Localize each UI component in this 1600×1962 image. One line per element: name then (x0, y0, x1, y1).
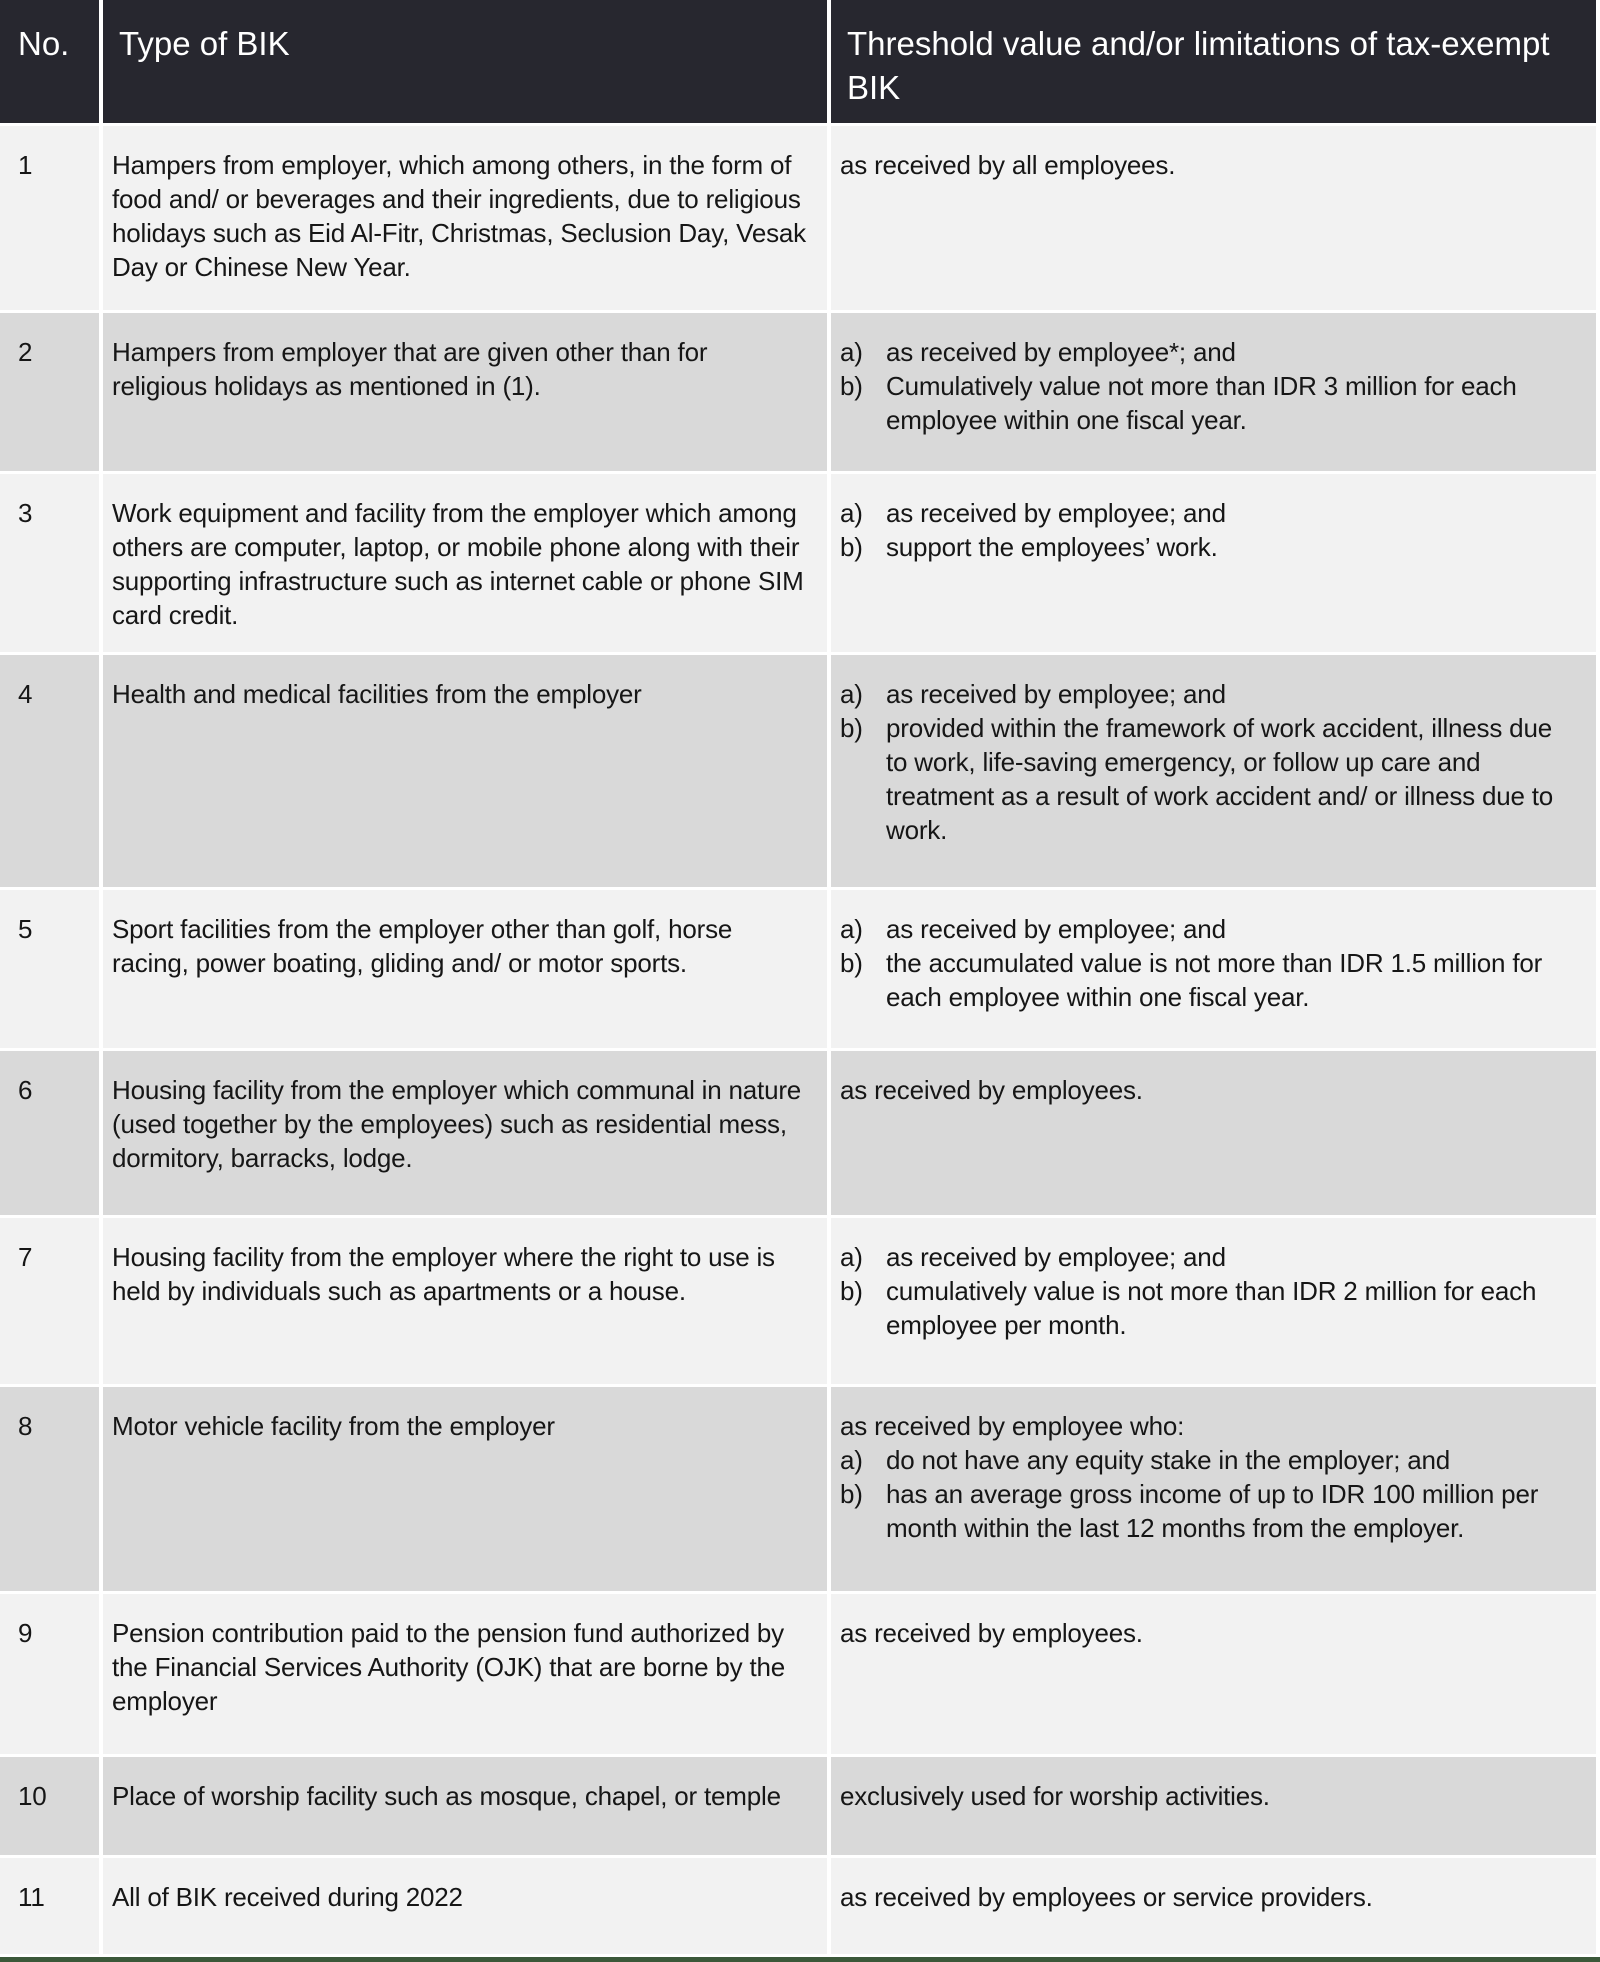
table-row (0, 1051, 1596, 1215)
list-item-label: a) (840, 498, 863, 528)
list-item-text: Cumulatively value not more than IDR 3 million for each employee within one fiscal year. (886, 371, 1517, 435)
header-threshold: Threshold value and/or limitations of tax-exempt BIK (831, 0, 1596, 123)
list-item-text: has an average gross income of up to IDR 100 million per month within the last 12 months from the employer. (886, 1479, 1539, 1543)
row-threshold (831, 126, 1596, 310)
row-threshold (831, 1757, 1596, 1855)
list-item-text: cumulatively value is not more than IDR 2 million for each employee per month. (886, 1276, 1537, 1340)
list-item-label: a) (840, 914, 863, 944)
list-item-text: as received by employee*; and (886, 337, 1236, 367)
threshold-list-item (840, 369, 1576, 437)
threshold-text: as received by employees or service providers. (840, 1882, 1373, 1912)
threshold-list-item (840, 1274, 1576, 1342)
row-number: 4 (0, 655, 99, 887)
row-threshold (831, 1387, 1596, 1591)
list-item-label: b) (840, 1276, 863, 1306)
table-row (0, 655, 1596, 887)
row-threshold (831, 1858, 1596, 1954)
threshold-list-item (840, 1240, 1576, 1274)
list-item-label: b) (840, 713, 863, 743)
list-item-label: a) (840, 1242, 863, 1272)
row-type: Hampers from employer, which among others, in the form of food and/ or beverages and their ingredients, due to religious holidays such as Eid Al-Fitr, Christmas, Seclusion Day, Vesak Day or Chinese New Year. (103, 126, 827, 310)
table-row (0, 126, 1596, 310)
threshold-list-item (840, 530, 1576, 564)
row-threshold (831, 313, 1596, 471)
table-row (0, 474, 1596, 652)
list-item-text: support the employees’ work. (886, 532, 1218, 562)
row-type: Motor vehicle facility from the employer (103, 1387, 827, 1591)
threshold-list-item (840, 677, 1576, 711)
row-type: Health and medical facilities from the employer (103, 655, 827, 887)
row-threshold (831, 1051, 1596, 1215)
row-number: 5 (0, 890, 99, 1048)
row-threshold (831, 890, 1596, 1048)
list-item-label: a) (840, 1445, 863, 1475)
threshold-list-item (840, 946, 1576, 1014)
row-type: Sport facilities from the employer other than golf, horse racing, power boating, gliding and/ or motor sports. (103, 890, 827, 1048)
threshold-text: as received by employees. (840, 1618, 1143, 1648)
bottom-accent-bar (0, 1957, 1600, 1962)
row-threshold (831, 474, 1596, 652)
list-item-text: as received by employee; and (886, 1242, 1226, 1272)
list-item-label: b) (840, 948, 863, 978)
list-item-text: do not have any equity stake in the employer; and (886, 1445, 1451, 1475)
table-header-row (0, 0, 1596, 123)
row-threshold (831, 1594, 1596, 1754)
table-row (0, 1218, 1596, 1384)
row-threshold (831, 655, 1596, 887)
list-item-label: b) (840, 1479, 863, 1509)
table-row (0, 1387, 1596, 1591)
row-type: Housing facility from the employer where the right to use is held by individuals such as apartments or a house. (103, 1218, 827, 1384)
table-row (0, 1858, 1596, 1954)
row-type: Place of worship facility such as mosque, chapel, or temple (103, 1757, 827, 1855)
threshold-text: as received by all employees. (840, 150, 1176, 180)
row-type: Pension contribution paid to the pension fund authorized by the Financial Services Authority (OJK) that are borne by the employer (103, 1594, 827, 1754)
threshold-text: as received by employees. (840, 1075, 1143, 1105)
row-number: 9 (0, 1594, 99, 1754)
row-type: Hampers from employer that are given other than for religious holidays as mentioned in (1). (103, 313, 827, 471)
row-type: Work equipment and facility from the employer which among others are computer, laptop, or mobile phone along with their supporting infrastructure such as internet cable or phone SIM card credit. (103, 474, 827, 652)
row-number: 2 (0, 313, 99, 471)
list-item-text: as received by employee; and (886, 498, 1226, 528)
table-row (0, 313, 1596, 471)
list-item-text: as received by employee; and (886, 914, 1226, 944)
table-row (0, 1757, 1596, 1855)
row-type: Housing facility from the employer which communal in nature (used together by the employees) such as residential mess, dormitory, barracks, lodge. (103, 1051, 827, 1215)
row-number: 1 (0, 126, 99, 310)
threshold-list-item (840, 496, 1576, 530)
header-type-of-bik: Type of BIK (103, 0, 827, 123)
row-number: 10 (0, 1757, 99, 1855)
table-row (0, 1594, 1596, 1754)
row-threshold (831, 1218, 1596, 1384)
threshold-text: exclusively used for worship activities. (840, 1781, 1270, 1811)
list-item-label: b) (840, 532, 863, 562)
threshold-list-item (840, 711, 1576, 847)
threshold-list-item (840, 1477, 1576, 1545)
list-item-label: a) (840, 337, 863, 367)
list-item-label: b) (840, 371, 863, 401)
row-type: All of BIK received during 2022 (103, 1858, 827, 1954)
list-item-text: the accumulated value is not more than IDR 1.5 million for each employee within one fiscal year. (886, 948, 1543, 1012)
threshold-list-item (840, 335, 1576, 369)
table-row (0, 890, 1596, 1048)
row-number: 3 (0, 474, 99, 652)
threshold-list-item (840, 1443, 1576, 1477)
row-number: 6 (0, 1051, 99, 1215)
header-no: No. (0, 0, 99, 123)
table-body (0, 126, 1596, 1954)
list-item-text: provided within the framework of work accident, illness due to work, life-saving emergency, or follow up care and treatment as a result of work accident and/ or illness due to work. (886, 713, 1554, 845)
row-number: 8 (0, 1387, 99, 1591)
list-item-text: as received by employee; and (886, 679, 1226, 709)
threshold-intro: as received by employee who: (840, 1411, 1185, 1441)
list-item-label: a) (840, 679, 863, 709)
threshold-list-item (840, 912, 1576, 946)
row-number: 7 (0, 1218, 99, 1384)
row-number: 11 (0, 1858, 99, 1954)
